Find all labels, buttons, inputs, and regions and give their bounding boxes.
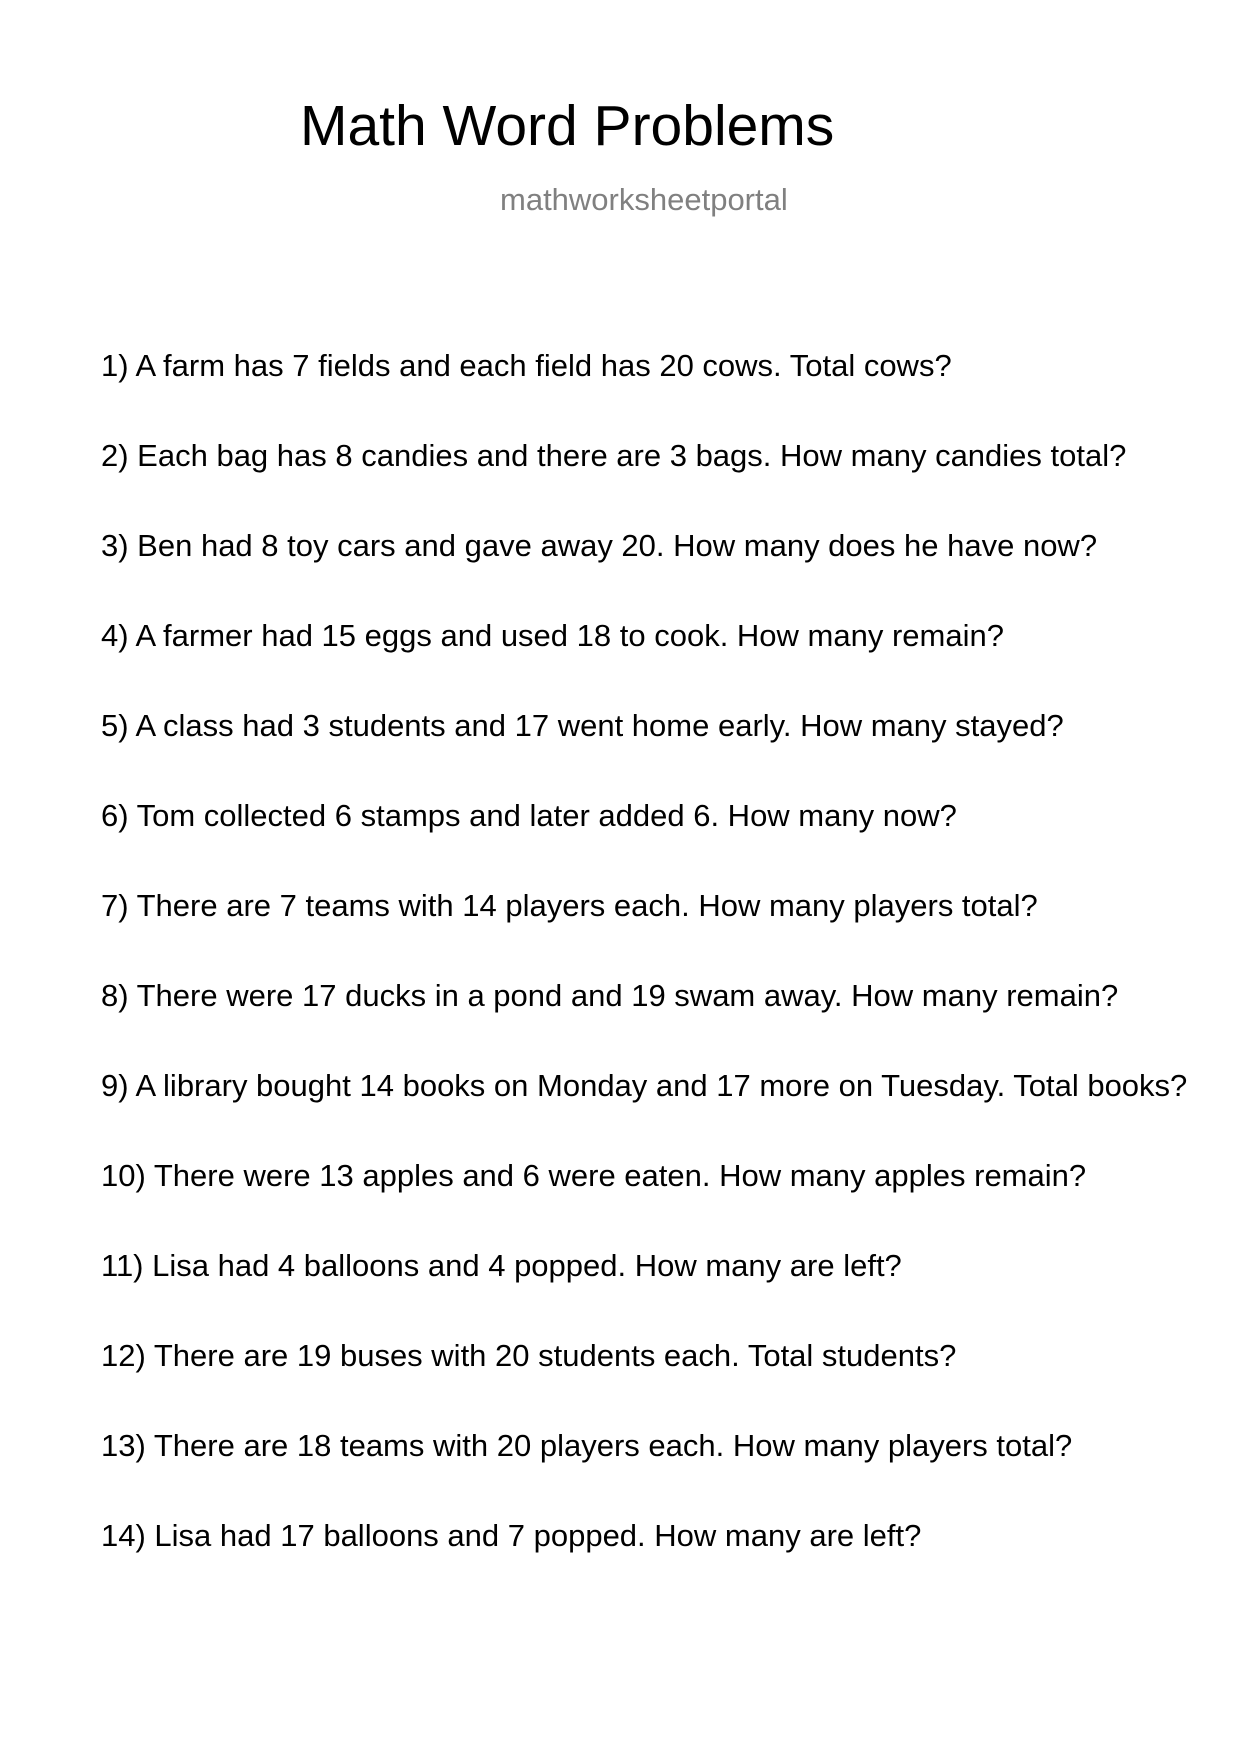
problem-4: 4) A farmer had 15 eggs and used 18 to cook. How many remain? [101,618,1004,653]
page-title: Math Word Problems [300,94,835,158]
problem-11: 11) Lisa had 4 balloons and 4 popped. How many are left? [101,1248,902,1283]
problem-7: 7) There are 7 teams with 14 players each. How many players total? [101,888,1038,923]
problem-6: 6) Tom collected 6 stamps and later added 6. How many now? [101,798,957,833]
problem-14: 14) Lisa had 17 balloons and 7 popped. How many are left? [101,1518,922,1553]
problem-9: 9) A library bought 14 books on Monday and 17 more on Tuesday. Total books? [101,1068,1188,1103]
problem-2: 2) Each bag has 8 candies and there are 3 bags. How many candies total? [101,438,1127,473]
problem-10: 10) There were 13 apples and 6 were eaten. How many apples remain? [101,1158,1087,1193]
problem-3: 3) Ben had 8 toy cars and gave away 20. How many does he have now? [101,528,1098,563]
problem-12: 12) There are 19 buses with 20 students each. Total students? [101,1338,957,1373]
problem-8: 8) There were 17 ducks in a pond and 19 swam away. How many remain? [101,978,1119,1013]
problem-5: 5) A class had 3 students and 17 went home early. How many stayed? [101,708,1064,743]
problem-13: 13) There are 18 teams with 20 players each. How many players total? [101,1428,1073,1463]
problem-1: 1) A farm has 7 fields and each field has 20 cows. Total cows? [101,348,952,383]
source-label: mathworksheetportal [500,182,788,217]
